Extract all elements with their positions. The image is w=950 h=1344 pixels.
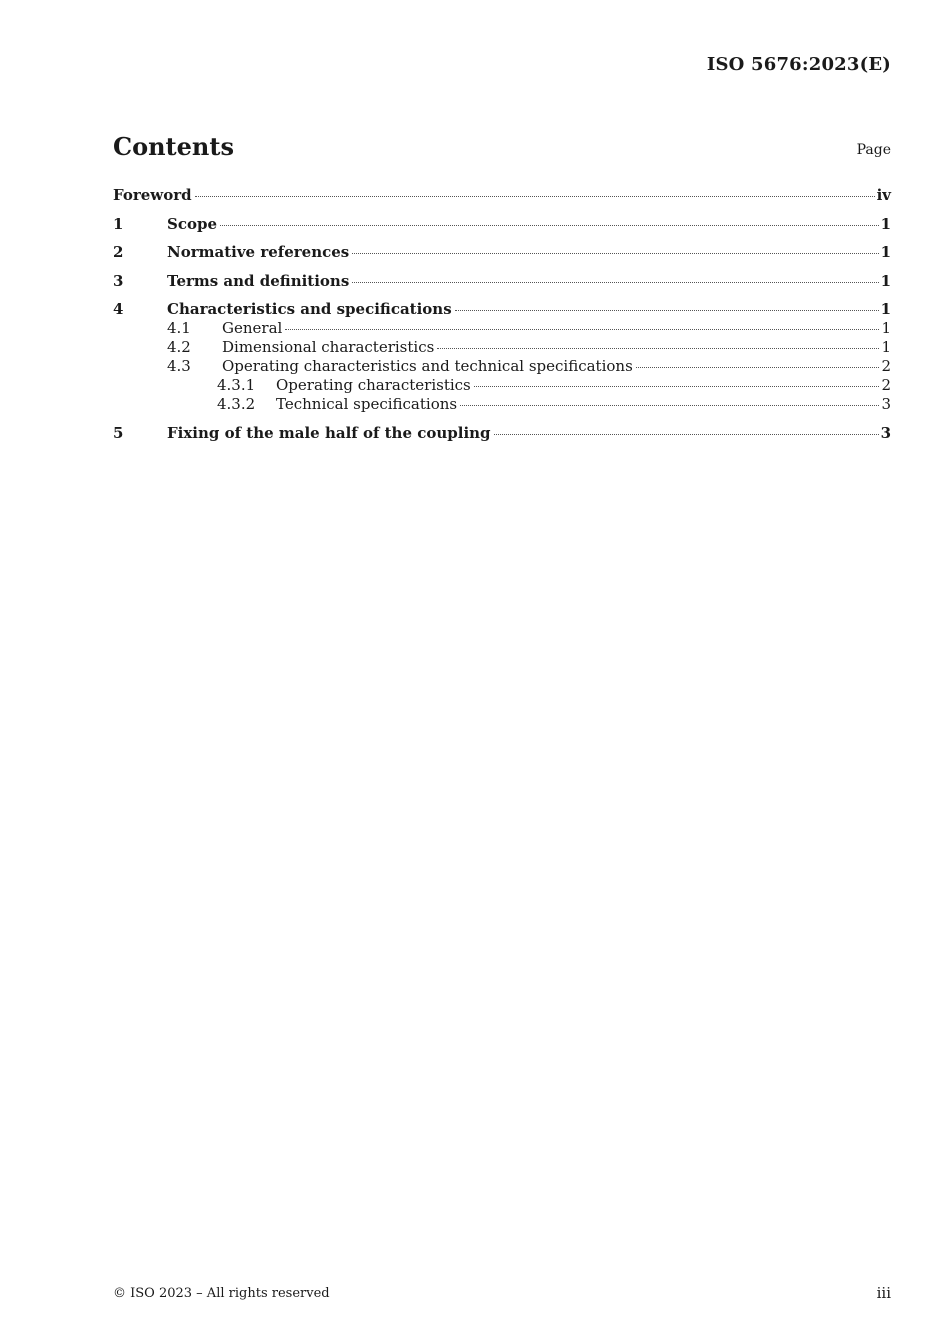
dot-leader	[352, 252, 878, 254]
toc-entry-page: 1	[880, 214, 891, 233]
document-id: ISO 5676:2023(E)	[706, 54, 891, 75]
toc-entry-page: 3	[881, 395, 891, 413]
toc-entry-page: 3	[880, 423, 891, 442]
toc-entry[interactable]	[113, 215, 891, 234]
toc-entry[interactable]	[113, 376, 891, 395]
page-column-label: Page	[856, 142, 891, 158]
toc-entry-number: 2	[113, 243, 124, 261]
toc-entry-title: General	[222, 319, 283, 337]
copyright-notice: © ISO 2023 – All rights reserved	[113, 1286, 330, 1301]
toc-entry-number: 4.3.1	[217, 376, 256, 394]
toc-entry-title: Terms and definitions	[167, 271, 350, 290]
toc-entry[interactable]	[113, 243, 891, 262]
toc-entry[interactable]	[113, 186, 891, 205]
toc-entry-title: Operating characteristics	[276, 376, 471, 394]
toc-entry-title: Fixing of the male half of the coupling	[167, 423, 491, 442]
toc-entry-number: 4.2	[167, 338, 191, 356]
toc-entry-title: Technical specifications	[276, 395, 458, 413]
toc-entry-title: Normative references	[167, 243, 350, 261]
page-title: Contents	[113, 132, 234, 161]
toc-entry-page: 1	[881, 319, 891, 337]
toc-entry[interactable]	[113, 300, 891, 319]
toc-entry-title: Scope	[167, 214, 218, 233]
toc-entry[interactable]	[113, 272, 891, 291]
toc-entry-number: 5	[113, 423, 124, 442]
toc-entry-number: 4.1	[167, 319, 191, 337]
toc-entry[interactable]	[113, 424, 891, 443]
toc-entry-number: 3	[113, 271, 124, 290]
dot-leader	[455, 309, 879, 311]
toc-entry-page: iv	[876, 186, 891, 204]
toc-entry-title: Foreword	[113, 186, 192, 204]
footer-page-number: iii	[876, 1284, 891, 1302]
toc-entry-title: Dimensional characteristics	[222, 338, 435, 356]
toc-entry[interactable]	[113, 319, 891, 338]
dot-leader	[352, 281, 878, 283]
table-of-contents	[113, 186, 891, 443]
toc-entry-page: 2	[881, 376, 891, 394]
toc-entry-title: Operating characteristics and technical specifications	[222, 357, 633, 375]
toc-entry-page: 1	[880, 271, 891, 290]
toc-entry-page: 1	[880, 243, 891, 261]
toc-entry-number: 1	[113, 214, 124, 233]
toc-entry-title: Characteristics and specifications	[167, 300, 452, 318]
toc-entry-page: 1	[881, 338, 891, 356]
dot-leader	[474, 385, 880, 387]
toc-entry-number: 4.3.2	[217, 395, 256, 413]
dot-leader	[636, 366, 880, 368]
dot-leader	[195, 195, 875, 197]
toc-entry[interactable]	[113, 395, 891, 414]
dot-leader	[460, 404, 879, 406]
dot-leader	[220, 224, 879, 226]
dot-leader	[494, 433, 879, 435]
dot-leader	[437, 347, 879, 349]
toc-entry[interactable]	[113, 338, 891, 357]
dot-leader	[285, 328, 879, 330]
toc-entry-number: 4	[113, 300, 124, 318]
toc-entry[interactable]	[113, 357, 891, 376]
toc-entry-page: 2	[881, 357, 891, 375]
toc-entry-page: 1	[880, 300, 891, 318]
toc-entry-number: 4.3	[167, 357, 191, 375]
